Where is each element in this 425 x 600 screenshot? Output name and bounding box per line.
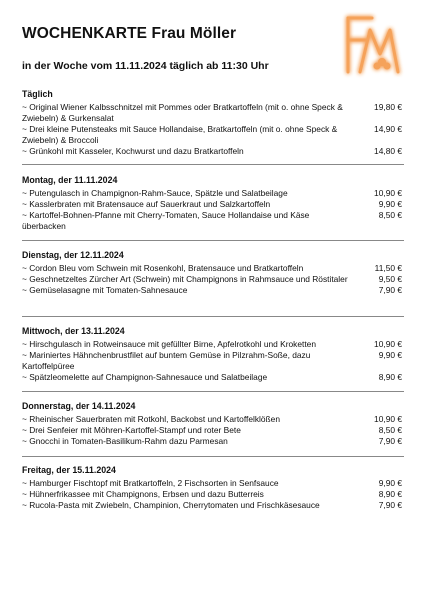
menu-item-text: ~ Rheinischer Sauerbraten mit Rotkohl, Backobst und Kartoffelklößen bbox=[22, 414, 280, 424]
menu-item bbox=[22, 425, 402, 436]
menu-item-price: 19,80 € bbox=[374, 102, 402, 112]
menu-item-price: 14,80 € bbox=[374, 146, 402, 156]
menu-item-text: ~ Hühnerfrikassee mit Champignons, Erbsen und dazu Butterreis bbox=[22, 489, 264, 499]
menu-item-text: ~ Mariniertes Hähnchenbrustfilet auf buntem Gemüse in Pilzrahm-Soße, dazu Kartoffelpüree bbox=[22, 350, 311, 371]
menu-item-price: 9,90 € bbox=[378, 199, 402, 209]
menu-item-price: 14,90 € bbox=[374, 124, 402, 134]
menu-item bbox=[22, 372, 402, 383]
menu-item-price: 7,90 € bbox=[378, 436, 402, 446]
menu-item-text: ~ Drei Senfeier mit Möhren-Kartoffel-Stampf und roter Bete bbox=[22, 425, 241, 435]
menu-item-text: ~ Hamburger Fischtopf mit Bratkartoffeln, 2 Fischsorten in Senfsauce bbox=[22, 478, 279, 488]
menu-item bbox=[22, 414, 402, 425]
menu-item bbox=[22, 350, 402, 372]
menu-item bbox=[22, 500, 402, 511]
menu-item-text: ~ Spätzleomelette auf Champignon-Sahnesauce und Salatbeilage bbox=[22, 372, 268, 382]
menu-item bbox=[22, 436, 402, 447]
menu-section bbox=[22, 401, 402, 447]
menu-item bbox=[22, 478, 402, 489]
menu-item bbox=[22, 339, 402, 350]
menu-item-price: 9,90 € bbox=[378, 478, 402, 488]
menu-item-text: ~ Rucola-Pasta mit Zwiebeln, Champinion, Cherrytomaten und Frischkäsesauce bbox=[22, 500, 320, 510]
menu-section bbox=[22, 250, 402, 296]
section-divider bbox=[22, 456, 404, 457]
menu-item-text: ~ Hirschgulasch in Rotweinsauce mit gefüllter Birne, Apfelrotkohl und Kroketten bbox=[22, 339, 316, 349]
menu-item bbox=[22, 274, 402, 285]
menu-item-price: 9,90 € bbox=[378, 350, 402, 360]
menu-item-price: 10,90 € bbox=[374, 188, 402, 198]
menu-item-text: ~ Gnocchi in Tomaten-Basilikum-Rahm dazu Parmesan bbox=[22, 436, 228, 446]
section-divider bbox=[22, 164, 404, 165]
menu-item bbox=[22, 188, 402, 199]
menu-item bbox=[22, 263, 402, 274]
menu-item bbox=[22, 489, 402, 500]
menu-item bbox=[22, 124, 402, 146]
section-heading: Donnerstag, der 14.11.2024 bbox=[22, 401, 136, 411]
page-title: WOCHENKARTE Frau Möller bbox=[22, 25, 237, 42]
menu-item-price: 7,90 € bbox=[378, 285, 402, 295]
menu-item-text: ~ Original Wiener Kalbsschnitzel mit Pommes oder Bratkartoffeln (mit o. ohne Speck & Zwiebeln) & Gurkensalat bbox=[22, 102, 343, 123]
menu-item-text: ~ Kartoffel-Bohnen-Pfanne mit Cherry-Tomaten, Sauce Hollandaise und Käse überbacken bbox=[22, 210, 310, 231]
menu-item-price: 8,90 € bbox=[378, 372, 402, 382]
menu-item-price: 8,50 € bbox=[378, 210, 402, 220]
section-heading: Freitag, der 15.11.2024 bbox=[22, 465, 116, 475]
menu-item-text: ~ Cordon Bleu vom Schwein mit Rosenkohl, Bratensauce und Bratkartoffeln bbox=[22, 263, 304, 273]
menu-item-price: 10,90 € bbox=[374, 339, 402, 349]
menu-item-price: 7,90 € bbox=[378, 500, 402, 510]
menu-item-price: 9,50 € bbox=[378, 274, 402, 284]
menu-item-price: 11,50 € bbox=[374, 263, 402, 273]
menu-item bbox=[22, 210, 402, 232]
section-heading: Montag, der 11.11.2024 bbox=[22, 175, 118, 185]
menu-item bbox=[22, 146, 402, 157]
fm-monogram-logo-icon bbox=[332, 10, 408, 80]
menu-item-price: 8,50 € bbox=[378, 425, 402, 435]
section-divider bbox=[22, 240, 404, 241]
menu-item-text: ~ Kasslerbraten mit Bratensauce auf Sauerkraut und Salzkartoffeln bbox=[22, 199, 271, 209]
menu-item-price: 8,90 € bbox=[378, 489, 402, 499]
menu-section bbox=[22, 89, 402, 157]
menu-item-text: ~ Geschnetzeltes Zürcher Art (Schwein) mit Champignons in Rahmsauce und Röstitaler bbox=[22, 274, 348, 284]
menu-section bbox=[22, 175, 402, 232]
menu-item-text: ~ Putengulasch in Champignon-Rahm-Sauce, Spätzle und Salatbeilage bbox=[22, 188, 288, 198]
page-subtitle: in der Woche vom 11.11.2024 täglich ab 11:30 Uhr bbox=[22, 60, 269, 72]
menu-item bbox=[22, 102, 402, 124]
menu-item bbox=[22, 285, 402, 296]
menu-section bbox=[22, 465, 402, 511]
menu-item bbox=[22, 199, 402, 210]
section-divider bbox=[22, 316, 404, 317]
menu-item-text: ~ Gemüselasagne mit Tomaten-Sahnesauce bbox=[22, 285, 188, 295]
menu-item-price: 10,90 € bbox=[374, 414, 402, 424]
menu-item-text: ~ Grünkohl mit Kasseler, Kochwurst und dazu Bratkartoffeln bbox=[22, 146, 244, 156]
section-divider bbox=[22, 391, 404, 392]
section-heading: Mittwoch, der 13.11.2024 bbox=[22, 326, 125, 336]
menu-section bbox=[22, 326, 402, 383]
section-heading: Täglich bbox=[22, 89, 53, 99]
menu-item-text: ~ Drei kleine Putensteaks mit Sauce Hollandaise, Bratkartoffeln (mit o. ohne Speck & Zwiebeln) & Broccoli bbox=[22, 124, 338, 145]
section-heading: Dienstag, der 12.11.2024 bbox=[22, 250, 124, 260]
